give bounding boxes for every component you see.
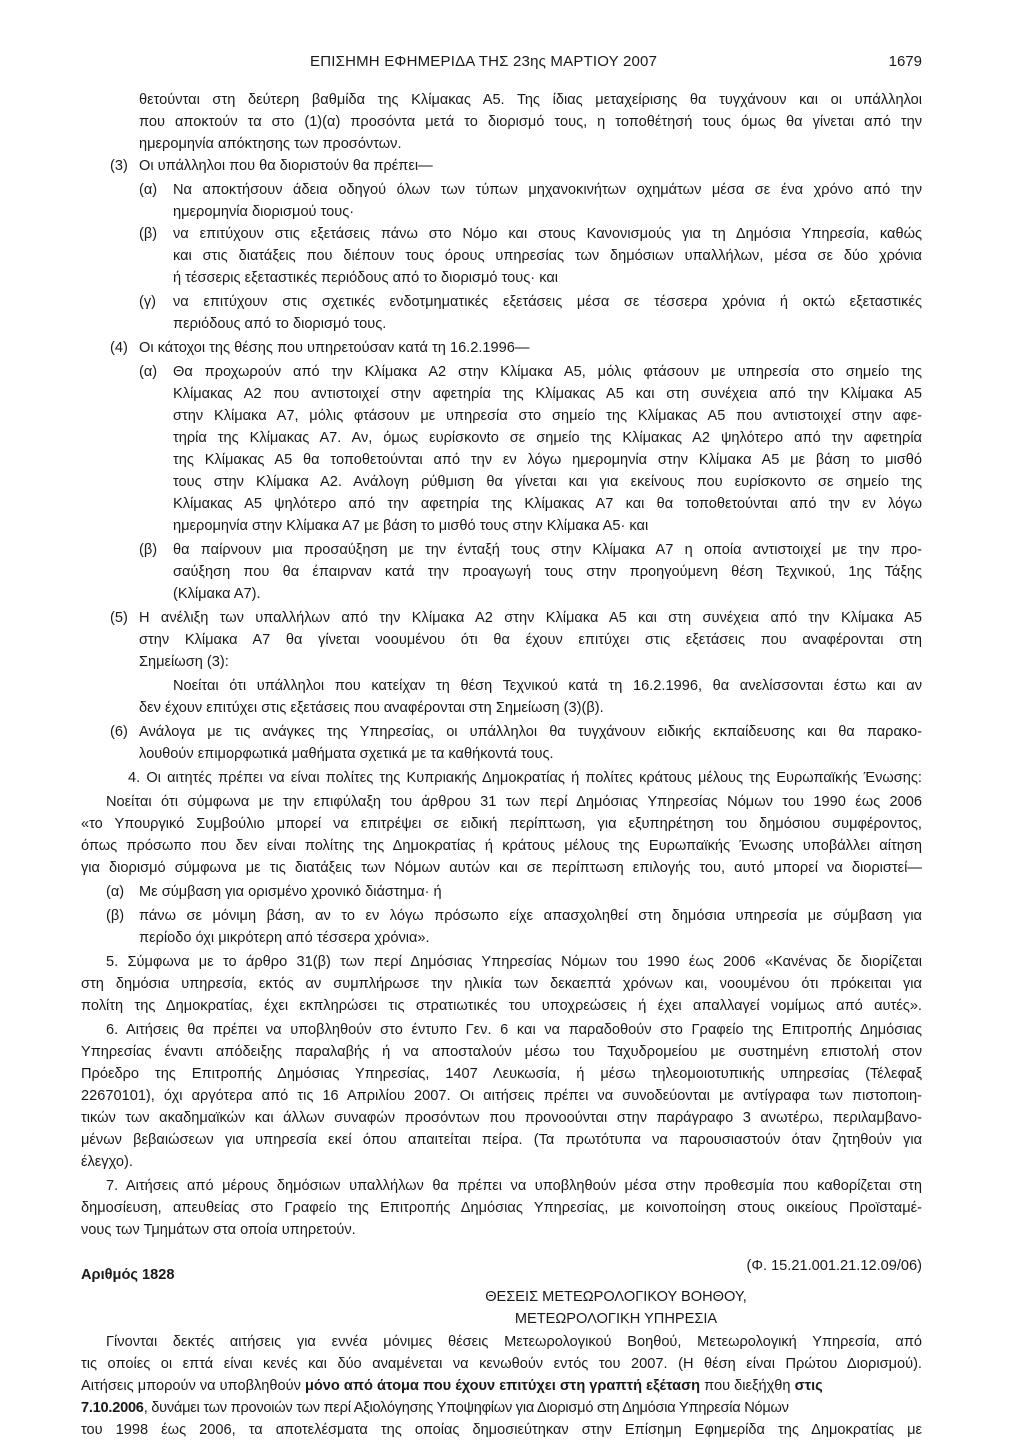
item-label-a: (α) bbox=[139, 182, 158, 198]
text-line: του 1998 έως 2006, τα αποτελέσματα της οποίας δημοσιεύτηκαν στην Επίσημη Εφημερίδα της Δημοκρατίας με bbox=[81, 1422, 922, 1438]
text-line: ημερομηνία διορισμού τους· bbox=[173, 204, 355, 220]
text-line: (Κλίμακα Α7). bbox=[173, 586, 261, 602]
text-line: Νοείται ότι υπάλληλοι που κατείχαν τη θέση Τεχνικού κατά τη 16.2.1996, θα ανελίσσονται έστω και αν bbox=[173, 678, 922, 694]
notice-number: Αριθμός 1828 bbox=[81, 1267, 175, 1283]
notice-title-line2: ΜΕΤΕΩΡΟΛΟΓΙΚΗ ΥΠΗΡΕΣΙΑ bbox=[514, 1311, 718, 1327]
file-reference: (Φ. 15.21.001.21.12.09/06) bbox=[746, 1258, 922, 1274]
text-line-mixed bbox=[81, 1377, 922, 1395]
text-line: περιόδους από το διορισμό τους. bbox=[173, 316, 387, 332]
text-run: , δυνάμει των προνοιών των περί Αξιολόγησης Υποψηφίων για Διορισμό στη Δημόσια Υπηρεσία Νόμων bbox=[143, 1400, 789, 1416]
text-line: 4. Οι αιτητές πρέπει να είναι πολίτες της Κυπριακής Δημοκρατίας ή πολίτες κράτους μέλους της Ευρωπαϊκής Ένωσης: bbox=[128, 770, 922, 786]
text-line: θα παίρνουν μια προσαύξηση με την ένταξή τους στην Κλίμακα Α7 η οποία αντιστοιχεί με την προ- bbox=[173, 542, 922, 558]
text-line: «το Υπουργικό Συμβούλιο μπορεί να επιτρέψει σε ειδική περίπτωση, για εξυπηρέτηση του δημόσιου συμφέροντος, bbox=[81, 816, 922, 832]
text-line: να επιτύχουν στις σχετικές ενδοτμηματικές εξετάσεις μέσα σε τέσσερα χρόνια ή οκτώ εξεταστικές bbox=[173, 294, 922, 310]
text-line: στην Κλίμακα Α7 θα γίνεται νοουμένου ότι θα έχουν επιτύχει στις εξετάσεις που αναφέρονται στη bbox=[139, 632, 922, 648]
text-line: μένων βεβαιώσεων για υπηρεσία εκεί όπου απαιτείται πείρα. (Τα πρωτότυπα να παρουσιαστούν όταν ζητηθούν για bbox=[81, 1132, 922, 1148]
item-label-b: (β) bbox=[139, 542, 158, 558]
text-line: τους στην Κλίμακα Α2. Ανάλογη ρύθμιση θα γίνεται και για εκείνους που ευρίσκοντο σε σημείο της bbox=[173, 474, 922, 490]
item-label-a: (α) bbox=[106, 884, 125, 900]
text-line: θετούνται στη δεύτερη βαθμίδα της Κλίμακας Α5. Της ίδιας μεταχείρισης θα τυγχάνουν και οι υπάλληλοι bbox=[139, 92, 922, 108]
text-line: Σημείωση (3): bbox=[139, 654, 229, 670]
note-label-6: (6) bbox=[110, 724, 128, 740]
gazette-title: ΕΠΙΣΗΜΗ ΕΦΗΜΕΡΙΔΑ ΤΗΣ 23ης ΜΑΡΤΙΟΥ 2007 bbox=[310, 53, 658, 70]
text-run-bold: 7.10.2006 bbox=[81, 1400, 144, 1416]
note-label-5: (5) bbox=[110, 610, 128, 626]
text-run-bold: στις bbox=[794, 1378, 823, 1394]
text-line: Οι κάτοχοι της θέσης που υπηρετούσαν κατά τη 16.2.1996— bbox=[139, 340, 530, 356]
text-run-bold: μόνο από άτομα που έχουν επιτύχει στη γραπτή εξέταση bbox=[304, 1378, 701, 1394]
text-line: σαύξηση που θα έπαιρναν κατά την προαγωγή τους στην προηγούμενη θέση Τεχνικού, 1ης Τάξης bbox=[173, 564, 922, 580]
text-line: νους των Τμημάτων στα οποία υπηρετούν. bbox=[81, 1222, 356, 1238]
text-line-mixed bbox=[81, 1399, 922, 1417]
notice-title-line1: ΘΕΣΕΙΣ ΜΕΤΕΩΡΟΛΟΓΙΚΟΥ ΒΟΗΘΟΥ, bbox=[485, 1289, 747, 1305]
text-line: 7. Αιτήσεις από μέρους δημόσιων υπαλλήλων θα πρέπει να υποβληθούν μέσα στην προθεσμία που καθορίζεται στη bbox=[106, 1178, 922, 1194]
text-line: πάνω σε μόνιμη βάση, αν το εν λόγω πρόσωπο είχε απασχοληθεί στη δημόσια υπηρεσία με σύμβαση για bbox=[139, 908, 922, 924]
text-line: για διορισμό σύμφωνα με τις διατάξεις των Νόμων αυτών και σε περίπτωση επιλογής του, αυτό μπορεί να διοριστεί— bbox=[81, 860, 922, 876]
text-line: Κλίμακας Α5 ψηλότερο από την αφετηρία της Κλίμακας Α7 και θα τοποθετούνται από την εν λόγω bbox=[173, 496, 922, 512]
text-line: όπως πρόσωπο που δεν είναι πολίτης της Δημοκρατίας ή κράτους μέλους της Ευρωπαϊκής Ένωσης υποβάλλει αίτηση bbox=[81, 838, 922, 854]
text-line: ή τέσσερις εξεταστικές περιόδους από το διορισμό τους· και bbox=[173, 270, 559, 286]
text-line: 22670101), όχι αργότερα από τις 16 Απριλίου 2007. Οι αιτήσεις πρέπει να συνοδεύονται με αντίγραφα των πιστοποιη- bbox=[81, 1088, 922, 1104]
text-line: Πρόεδρο της Επιτροπής Δημόσιας Υπηρεσίας, 1407 Λευκωσία, ή μέσω τηλεομοιοτυπικής υπηρεσίας (Τέλεφαξ bbox=[81, 1066, 922, 1082]
text-line: τικών των ακαδημαϊκών και άλλων συναφών προσόντων που προνοούνται στην παράγραφο 3 ανωτέρω, περιλαμβανο- bbox=[81, 1110, 922, 1126]
text-run: Αιτήσεις μπορούν να υποβληθούν bbox=[81, 1378, 305, 1394]
text-line: τις οποίες οι επτά είναι κενές και δύο αναμένεται να κενωθούν εντός του 2007. (Η θέση είναι Πρώτου Διορισμού). bbox=[81, 1356, 922, 1372]
text-line: έλεγχο). bbox=[81, 1154, 133, 1170]
text-line: Η ανέλιξη των υπαλλήλων από την Κλίμακα Α2 στην Κλίμακα Α5 και στη συνέχεια από την Κλίμακα Α5 bbox=[139, 610, 922, 626]
note-label-3: (3) bbox=[110, 158, 128, 174]
text-line: στην Κλίμακα Α7, μόλις φτάσουν με υπηρεσία στο σημείο της Κλίμακας Α5 που αντιστοιχεί στην αφε- bbox=[173, 408, 922, 424]
text-line: δεν έχουν επιτύχει στις εξετάσεις που αναφέρονται στη Σημείωση (3)(β). bbox=[139, 700, 604, 716]
item-label-b: (β) bbox=[139, 226, 158, 242]
item-label-b: (β) bbox=[106, 908, 125, 924]
text-line: Νοείται ότι σύμφωνα με την επιφύλαξη του άρθρου 31 των περί Δημόσιας Υπηρεσίας Νόμων του 1990 έως 2006 bbox=[106, 794, 922, 810]
text-line: και στις διατάξεις που διέπουν τους όρους υπηρεσίας των δημόσιων υπαλλήλων, μέσα σε δύο χρόνια bbox=[173, 248, 922, 264]
text-line: Κλίμακας Α2 που αντιστοιχεί στην αφετηρία της Κλίμακας Α5 και στη συνέχεια από την Κλίμακα Α5 bbox=[173, 386, 922, 402]
page-header bbox=[310, 53, 922, 77]
note-label-4: (4) bbox=[110, 340, 128, 356]
item-label-a: (α) bbox=[139, 364, 158, 380]
text-run: που διεξήχθη bbox=[700, 1378, 795, 1394]
text-line: να επιτύχουν στις εξετάσεις πάνω στο Νόμο και στους Κανονισμούς για τη Δημόσια Υπηρεσία, καθώς bbox=[173, 226, 922, 242]
text-line: Θα προχωρούν από την Κλίμακα Α2 στην Κλίμακα Α5, μόλις φτάσουν με υπηρεσία στο σημείο της bbox=[173, 364, 922, 380]
text-line: που αποκτούν τα στο (1)(α) προσόντα μετά το διορισμό τους, η τοποθέτησή τους όμως θα γίνεται από την bbox=[139, 114, 922, 130]
text-line: Υπηρεσίας έναντι απόδειξης παραλαβής ή να αποσταλούν μέσω του Ταχυδρομείου με συστημένη επιστολή στον bbox=[81, 1044, 922, 1060]
text-line: τηρία της Κλίμακας Α7. Αν, όμως ευρίσκονto σε σημείο της Κλίμακας Α2 ψηλότερο από την αφετηρία bbox=[173, 430, 922, 446]
text-line: Γίνονται δεκτές αιτήσεις για εννέα μόνιμες θέσεις Μετεωρολογικού Βοηθού, Μετεωρολογική Υπηρεσία, από bbox=[106, 1334, 922, 1350]
text-line: Με σύμβαση για ορισμένο χρονικό διάστημα· ή bbox=[139, 884, 442, 900]
text-line: δημοσίευση, απευθείας στο Γραφείο της Επιτροπής Δημόσιας Υπηρεσίας, με κοινοποίηση στους οικείους Προϊσταμέ- bbox=[81, 1200, 922, 1216]
text-line: Να αποκτήσουν άδεια οδηγού όλων των τύπων μηχανοκινήτων οχημάτων μέσα σε ένα χρόνο από την bbox=[173, 182, 922, 198]
text-line: ημερομηνία απόκτησης των προσόντων. bbox=[139, 136, 402, 152]
text-line: πολίτη της Δημοκρατίας, έχει εκπληρώσει τις στρατιωτικές του υποχρεώσεις ή έχει απαλλαγεί νομίμως από αυτές». bbox=[81, 998, 922, 1014]
text-line: Ανάλογα με τις ανάγκες της Υπηρεσίας, οι υπάλληλοι θα τυγχάνουν ειδικής εκπαίδευσης και θα παρακο- bbox=[139, 724, 922, 740]
text-line: στη δημόσια υπηρεσία, εκτός αν συμπλήρωσε την ηλικία των δεκαεπτά χρόνων και, νοουμένου ότι πρόκειται για bbox=[81, 976, 922, 992]
text-line: της Κλίμακας Α5 θα τοποθετούνται από την εν λόγω ημερομηνία στην Κλίμακα Α5 με βάση το μισθό bbox=[173, 452, 922, 468]
text-line: ημερομηνία στην Κλίμακα Α7 με βάση το μισθό τους στην Κλίμακα Α5· και bbox=[173, 518, 649, 534]
text-line: περίοδο όχι μικρότερη από τέσσερα χρόνια». bbox=[139, 930, 430, 946]
page-number: 1679 bbox=[888, 53, 922, 70]
item-label-g: (γ) bbox=[139, 294, 157, 310]
text-line: Οι υπάλληλοι που θα διοριστούν θα πρέπει— bbox=[139, 158, 433, 174]
text-line: λουθούν επιμορφωτικά μαθήματα σχετικά με τα καθήκοντά τους. bbox=[139, 746, 554, 762]
text-line: 6. Αιτήσεις θα πρέπει να υποβληθούν στο έντυπο Γεν. 6 και να παραδοθούν στο Γραφείο της Επιτροπής Δημόσιας bbox=[106, 1022, 922, 1038]
text-line: 5. Σύμφωνα με το άρθρο 31(β) των περί Δημόσιας Υπηρεσίας Νόμων του 1990 έως 2006 «Κανένας δε διορίζεται bbox=[106, 954, 922, 970]
